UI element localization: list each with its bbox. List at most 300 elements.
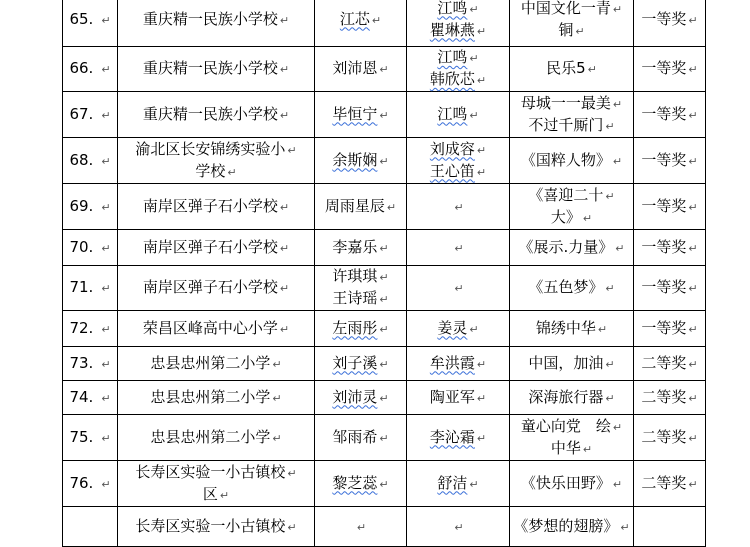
student-line: [315, 150, 406, 172]
school-cell: [118, 92, 315, 138]
paragraph-mark-icon: ↵: [605, 357, 615, 371]
row-number-cell: [63, 47, 118, 92]
awards-table: [62, 0, 706, 547]
teacher-text: 李沁霜: [429, 427, 475, 446]
work-line: [510, 207, 633, 229]
prize-cell: [634, 0, 706, 47]
school-line: [118, 139, 314, 161]
student-text: 李嘉乐: [332, 237, 378, 256]
school-text: 学校: [195, 161, 226, 180]
paragraph-mark-icon: ↵: [379, 477, 389, 491]
teacher-text: 陶亚军: [429, 387, 475, 406]
student-cell: [315, 347, 407, 381]
table-row: [63, 92, 706, 138]
row-number-cell: [63, 507, 118, 547]
table-row: [63, 47, 706, 92]
paragraph-mark-icon: ↵: [612, 420, 623, 434]
paragraph-mark-icon: ↵: [688, 282, 698, 295]
paragraph-mark-icon: ↵: [227, 165, 237, 179]
paragraph-mark-icon: ↵: [272, 357, 282, 371]
paragraph-mark-icon: ↵: [688, 200, 698, 214]
paragraph-mark-icon: ↵: [379, 154, 389, 168]
paragraph-mark-icon: ↵: [279, 241, 290, 255]
school-line: [118, 277, 314, 299]
paragraph-mark-icon: ↵: [454, 520, 464, 534]
paragraph-mark-icon: ↵: [688, 391, 698, 405]
school-cell: [118, 266, 315, 311]
table-row: [63, 266, 706, 311]
work-text: 锦绣中华: [535, 318, 596, 337]
school-line: [118, 9, 314, 31]
paragraph-mark-icon: ↵: [476, 143, 487, 157]
prize-text: 一等奖: [641, 237, 687, 256]
prize-text: 二等奖: [641, 387, 687, 406]
teacher-cell: [407, 311, 510, 347]
school-line: [118, 427, 314, 449]
student-line: [315, 196, 406, 218]
teacher-cell: [407, 230, 510, 266]
student-text: 刘沛灵: [332, 387, 378, 406]
paragraph-mark-icon: ↵: [688, 431, 698, 445]
prize-text: 一等奖: [641, 278, 687, 296]
student-text: 许琪琪: [332, 267, 378, 285]
work-line: [510, 438, 633, 460]
school-text: 重庆精一民族小学校: [142, 59, 278, 77]
work-line: [510, 516, 633, 538]
paragraph-mark-icon: ↵: [688, 477, 698, 491]
teacher-line: [407, 353, 509, 375]
student-text: 余斯娴: [332, 150, 378, 169]
school-line: [118, 196, 314, 218]
teacher-cell: [407, 138, 510, 184]
teacher-line: [407, 387, 509, 409]
table-row: [63, 311, 706, 347]
row-number: 73.: [69, 353, 94, 372]
row-number: 75.: [69, 427, 94, 446]
prize-text: 二等奖: [641, 427, 687, 446]
teacher-text: 江鸣: [437, 48, 468, 66]
table-row: [63, 230, 706, 266]
school-text: 长寿区实验一小古镇校: [135, 516, 286, 535]
row-number: 70.: [69, 237, 94, 256]
teacher-text: 江鸣: [437, 104, 468, 123]
paragraph-mark-icon: ↵: [605, 391, 615, 405]
paragraph-mark-icon: ↵: [379, 322, 389, 336]
student-cell: [315, 507, 407, 547]
paragraph-mark-icon: ↵: [356, 520, 367, 534]
teacher-line: [407, 47, 509, 69]
paragraph-mark-icon: ↵: [469, 108, 479, 122]
paragraph-mark-icon: ↵: [287, 466, 297, 480]
row-number: 67.: [69, 104, 94, 123]
work-line: [510, 353, 633, 375]
work-text: 《梦想的翅膀》: [513, 516, 619, 535]
paragraph-mark-icon: ↵: [101, 357, 111, 371]
teacher-text: 韩欣芯: [429, 70, 475, 88]
paragraph-mark-icon: ↵: [101, 63, 111, 76]
row-number: 69.: [69, 196, 94, 215]
teacher-line: [407, 69, 509, 91]
work-text: 铜: [558, 20, 574, 39]
paragraph-mark-icon: ↵: [101, 200, 111, 214]
school-line: [118, 516, 314, 538]
paragraph-mark-icon: ↵: [688, 241, 698, 255]
student-text: 刘子溪: [332, 353, 378, 372]
table-row: [63, 461, 706, 507]
school-line: [118, 58, 314, 80]
teacher-cell: [407, 507, 510, 547]
student-line: [315, 9, 406, 31]
paragraph-mark-icon: ↵: [379, 293, 389, 306]
paragraph-mark-icon: ↵: [597, 322, 608, 336]
work-cell: [510, 138, 634, 184]
paragraph-mark-icon: ↵: [101, 282, 111, 295]
prize-cell: [634, 138, 706, 184]
work-text: 中国，加油: [528, 353, 604, 372]
work-cell: [510, 0, 634, 47]
row-number-cell: [63, 230, 118, 266]
paragraph-mark-icon: ↵: [454, 282, 464, 295]
school-text: 南岸区弹子石小学校: [142, 278, 278, 296]
work-text: 《国粹人物》: [520, 150, 611, 169]
paragraph-mark-icon: ↵: [476, 431, 487, 445]
teacher-line: [407, 104, 509, 126]
paragraph-mark-icon: ↵: [379, 63, 389, 76]
paragraph-mark-icon: ↵: [469, 477, 479, 491]
school-text: 忠县忠州第二小学: [150, 427, 271, 446]
work-line: [510, 473, 633, 495]
teacher-cell: [407, 461, 510, 507]
paragraph-mark-icon: ↵: [476, 391, 487, 405]
student-cell: [315, 415, 407, 461]
school-line: [118, 104, 314, 126]
paragraph-mark-icon: ↵: [688, 108, 698, 122]
school-text: 长寿区实验一小古镇校: [135, 462, 286, 481]
prize-cell: [634, 347, 706, 381]
work-cell: [510, 507, 634, 547]
work-line: [510, 150, 633, 172]
school-line: [118, 237, 314, 259]
paragraph-mark-icon: ↵: [454, 200, 464, 214]
paragraph-mark-icon: ↵: [379, 391, 389, 405]
work-text: 《展示.力量》: [518, 237, 614, 256]
row-number-cell: [63, 415, 118, 461]
paragraph-mark-icon: ↵: [612, 154, 623, 168]
prize-cell: [634, 184, 706, 230]
work-text: 中国文化一青: [520, 0, 611, 17]
paragraph-mark-icon: ↵: [272, 391, 282, 405]
work-text: 中华: [550, 438, 581, 457]
row-number: 76.: [69, 473, 94, 492]
school-cell: [118, 507, 315, 547]
paragraph-mark-icon: ↵: [379, 108, 389, 122]
work-cell: [510, 415, 634, 461]
row-number-cell: [63, 138, 118, 184]
prize-cell: [634, 415, 706, 461]
table-row: [63, 347, 706, 381]
paragraph-mark-icon: ↵: [476, 74, 487, 87]
teacher-text: 江鸣: [437, 0, 468, 17]
work-text: 大》: [550, 207, 581, 226]
paragraph-mark-icon: ↵: [101, 154, 111, 168]
work-cell: [510, 92, 634, 138]
teacher-text: 刘成容: [429, 139, 475, 158]
teacher-text: 舒洁: [437, 473, 468, 492]
work-cell: [510, 461, 634, 507]
work-text: 深海旅行器: [528, 387, 604, 406]
paragraph-mark-icon: ↵: [101, 13, 111, 27]
work-line: [510, 20, 633, 42]
work-cell: [510, 230, 634, 266]
work-line: [510, 115, 633, 137]
paragraph-mark-icon: ↵: [279, 108, 290, 122]
prize-cell: [634, 461, 706, 507]
row-number-cell: [63, 184, 118, 230]
work-cell: [510, 184, 634, 230]
row-number: 68.: [69, 150, 94, 169]
row-number: 65.: [69, 9, 94, 28]
paragraph-mark-icon: ↵: [612, 477, 623, 491]
school-cell: [118, 138, 315, 184]
teacher-text: 姜灵: [437, 318, 468, 337]
paragraph-mark-icon: ↵: [620, 520, 630, 534]
student-cell: [315, 138, 407, 184]
teacher-cell: [407, 184, 510, 230]
row-number-cell: [63, 347, 118, 381]
school-text: 重庆精一民族小学校: [142, 104, 278, 123]
work-line: [510, 237, 633, 259]
student-cell: [315, 184, 407, 230]
row-number-cell: [63, 461, 118, 507]
work-line: [510, 185, 633, 207]
paragraph-mark-icon: ↵: [371, 13, 382, 27]
teacher-cell: [407, 347, 510, 381]
prize-text: 一等奖: [641, 196, 687, 215]
teacher-cell: [407, 0, 510, 47]
student-cell: [315, 266, 407, 311]
paragraph-mark-icon: ↵: [476, 24, 487, 38]
student-line: [315, 288, 406, 310]
student-text: 黎芝蕊: [332, 473, 378, 492]
work-text: 不过千厮门: [528, 115, 604, 134]
teacher-line: [407, 516, 509, 538]
work-line: [510, 277, 633, 299]
work-line: [510, 93, 633, 115]
teacher-line: [407, 237, 509, 259]
work-text: 《喜迎二十: [528, 185, 604, 204]
table-row: [63, 381, 706, 415]
school-text: 忠县忠州第二小学: [150, 353, 271, 372]
row-number-cell: [63, 0, 118, 47]
student-line: [315, 427, 406, 449]
teacher-line: [407, 139, 509, 161]
teacher-text: 瞿琳燕: [429, 20, 475, 39]
paragraph-mark-icon: ↵: [476, 165, 487, 179]
paragraph-mark-icon: ↵: [279, 13, 290, 27]
school-text: 渝北区长安锦绣实验小: [135, 139, 286, 158]
school-line: [118, 318, 314, 340]
school-line: [118, 484, 314, 506]
paragraph-mark-icon: ↵: [379, 241, 389, 255]
paragraph-mark-icon: ↵: [582, 442, 593, 456]
student-line: [315, 353, 406, 375]
student-text: 周雨星辰: [324, 196, 385, 215]
paragraph-mark-icon: ↵: [469, 52, 479, 65]
work-text: 童心向党 绘: [520, 416, 611, 435]
student-cell: [315, 461, 407, 507]
paragraph-mark-icon: ↵: [279, 200, 290, 214]
paragraph-mark-icon: ↵: [605, 119, 615, 133]
paragraph-mark-icon: ↵: [587, 63, 597, 76]
school-cell: [118, 415, 315, 461]
school-cell: [118, 311, 315, 347]
student-line: [315, 473, 406, 495]
teacher-line: [407, 318, 509, 340]
paragraph-mark-icon: ↵: [101, 108, 111, 122]
teacher-cell: [407, 266, 510, 311]
paragraph-mark-icon: ↵: [454, 241, 464, 255]
table-row: [63, 0, 706, 47]
prize-cell: [634, 507, 706, 547]
student-line: [315, 237, 406, 259]
prize-text: 一等奖: [641, 318, 687, 337]
teacher-line: [407, 277, 509, 299]
paragraph-mark-icon: ↵: [612, 2, 623, 16]
school-line: [118, 387, 314, 409]
paragraph-mark-icon: ↵: [582, 211, 593, 225]
paragraph-mark-icon: ↵: [279, 282, 290, 295]
student-text: 江芯: [339, 9, 370, 28]
prize-text: 二等奖: [641, 473, 687, 492]
paragraph-mark-icon: ↵: [287, 143, 297, 157]
prize-cell: [634, 47, 706, 92]
paragraph-mark-icon: ↵: [279, 322, 290, 336]
paragraph-mark-icon: ↵: [605, 189, 615, 203]
teacher-line: [407, 161, 509, 183]
student-text: 毕恒宁: [332, 104, 378, 123]
teacher-text: 王心笛: [429, 161, 475, 180]
teacher-line: [407, 20, 509, 42]
row-number: 72.: [69, 318, 94, 337]
work-text: 《五色梦》: [528, 278, 604, 296]
student-text: 王诗瑶: [332, 289, 378, 307]
prize-cell: [634, 311, 706, 347]
work-line: [510, 416, 633, 438]
paragraph-mark-icon: ↵: [612, 97, 623, 111]
paragraph-mark-icon: ↵: [101, 241, 111, 255]
row-number-cell: [63, 381, 118, 415]
paragraph-mark-icon: ↵: [287, 520, 297, 534]
student-cell: [315, 92, 407, 138]
student-cell: [315, 0, 407, 47]
work-line: [510, 0, 633, 20]
prize-text: 一等奖: [641, 59, 687, 77]
school-cell: [118, 381, 315, 415]
teacher-line: [407, 0, 509, 20]
row-number-cell: [63, 311, 118, 347]
paragraph-mark-icon: ↵: [101, 322, 111, 336]
school-cell: [118, 347, 315, 381]
paragraph-mark-icon: ↵: [615, 241, 625, 255]
paragraph-mark-icon: ↵: [272, 431, 282, 445]
teacher-line: [407, 196, 509, 218]
paragraph-mark-icon: ↵: [101, 431, 111, 445]
student-line: [315, 266, 406, 288]
row-number: 74.: [69, 387, 94, 406]
school-text: 南岸区弹子石小学校: [142, 237, 278, 256]
student-line: [315, 104, 406, 126]
work-cell: [510, 347, 634, 381]
teacher-line: [407, 473, 509, 495]
row-number: 71.: [69, 278, 94, 296]
school-cell: [118, 47, 315, 92]
paragraph-mark-icon: ↵: [575, 24, 585, 38]
table-row: [63, 415, 706, 461]
student-line: [315, 387, 406, 409]
work-cell: [510, 381, 634, 415]
prize-text: 二等奖: [641, 353, 687, 372]
teacher-cell: [407, 47, 510, 92]
student-line: [315, 318, 406, 340]
paragraph-mark-icon: ↵: [379, 271, 389, 284]
table-row: [63, 138, 706, 184]
prize-cell: [634, 230, 706, 266]
work-line: [510, 387, 633, 409]
school-cell: [118, 230, 315, 266]
school-text: 忠县忠州第二小学: [150, 387, 271, 406]
work-line: [510, 318, 633, 340]
teacher-line: [407, 427, 509, 449]
student-cell: [315, 47, 407, 92]
paragraph-mark-icon: ↵: [279, 63, 290, 76]
school-cell: [118, 0, 315, 47]
paragraph-mark-icon: ↵: [101, 477, 111, 491]
row-number-cell: [63, 266, 118, 311]
school-text: 区: [202, 484, 218, 503]
work-text: 母城一一最美: [520, 93, 611, 112]
paragraph-mark-icon: ↵: [605, 282, 615, 295]
school-text: 重庆精一民族小学校: [142, 9, 278, 28]
paragraph-mark-icon: ↵: [688, 154, 698, 168]
paragraph-mark-icon: ↵: [469, 322, 479, 336]
work-text: 民乐5: [546, 59, 586, 77]
student-cell: [315, 311, 407, 347]
paragraph-mark-icon: ↵: [386, 200, 397, 214]
row-number: 66.: [69, 59, 94, 77]
teacher-cell: [407, 381, 510, 415]
school-cell: [118, 461, 315, 507]
paragraph-mark-icon: ↵: [379, 357, 389, 371]
paragraph-mark-icon: ↵: [219, 488, 230, 502]
student-cell: [315, 381, 407, 415]
prize-text: 一等奖: [641, 150, 687, 169]
row-number-cell: [63, 92, 118, 138]
paragraph-mark-icon: ↵: [688, 13, 698, 27]
student-cell: [315, 230, 407, 266]
student-text: 邹雨希: [332, 427, 378, 446]
table-row: [63, 507, 706, 547]
work-cell: [510, 266, 634, 311]
teacher-cell: [407, 92, 510, 138]
paragraph-mark-icon: ↵: [469, 2, 479, 16]
paragraph-mark-icon: ↵: [476, 357, 487, 371]
work-cell: [510, 311, 634, 347]
work-text: 《快乐田野》: [520, 473, 611, 492]
work-cell: [510, 47, 634, 92]
prize-text: 一等奖: [641, 9, 687, 28]
school-text: 荣昌区峰高中心小学: [142, 318, 278, 337]
school-line: [118, 353, 314, 375]
